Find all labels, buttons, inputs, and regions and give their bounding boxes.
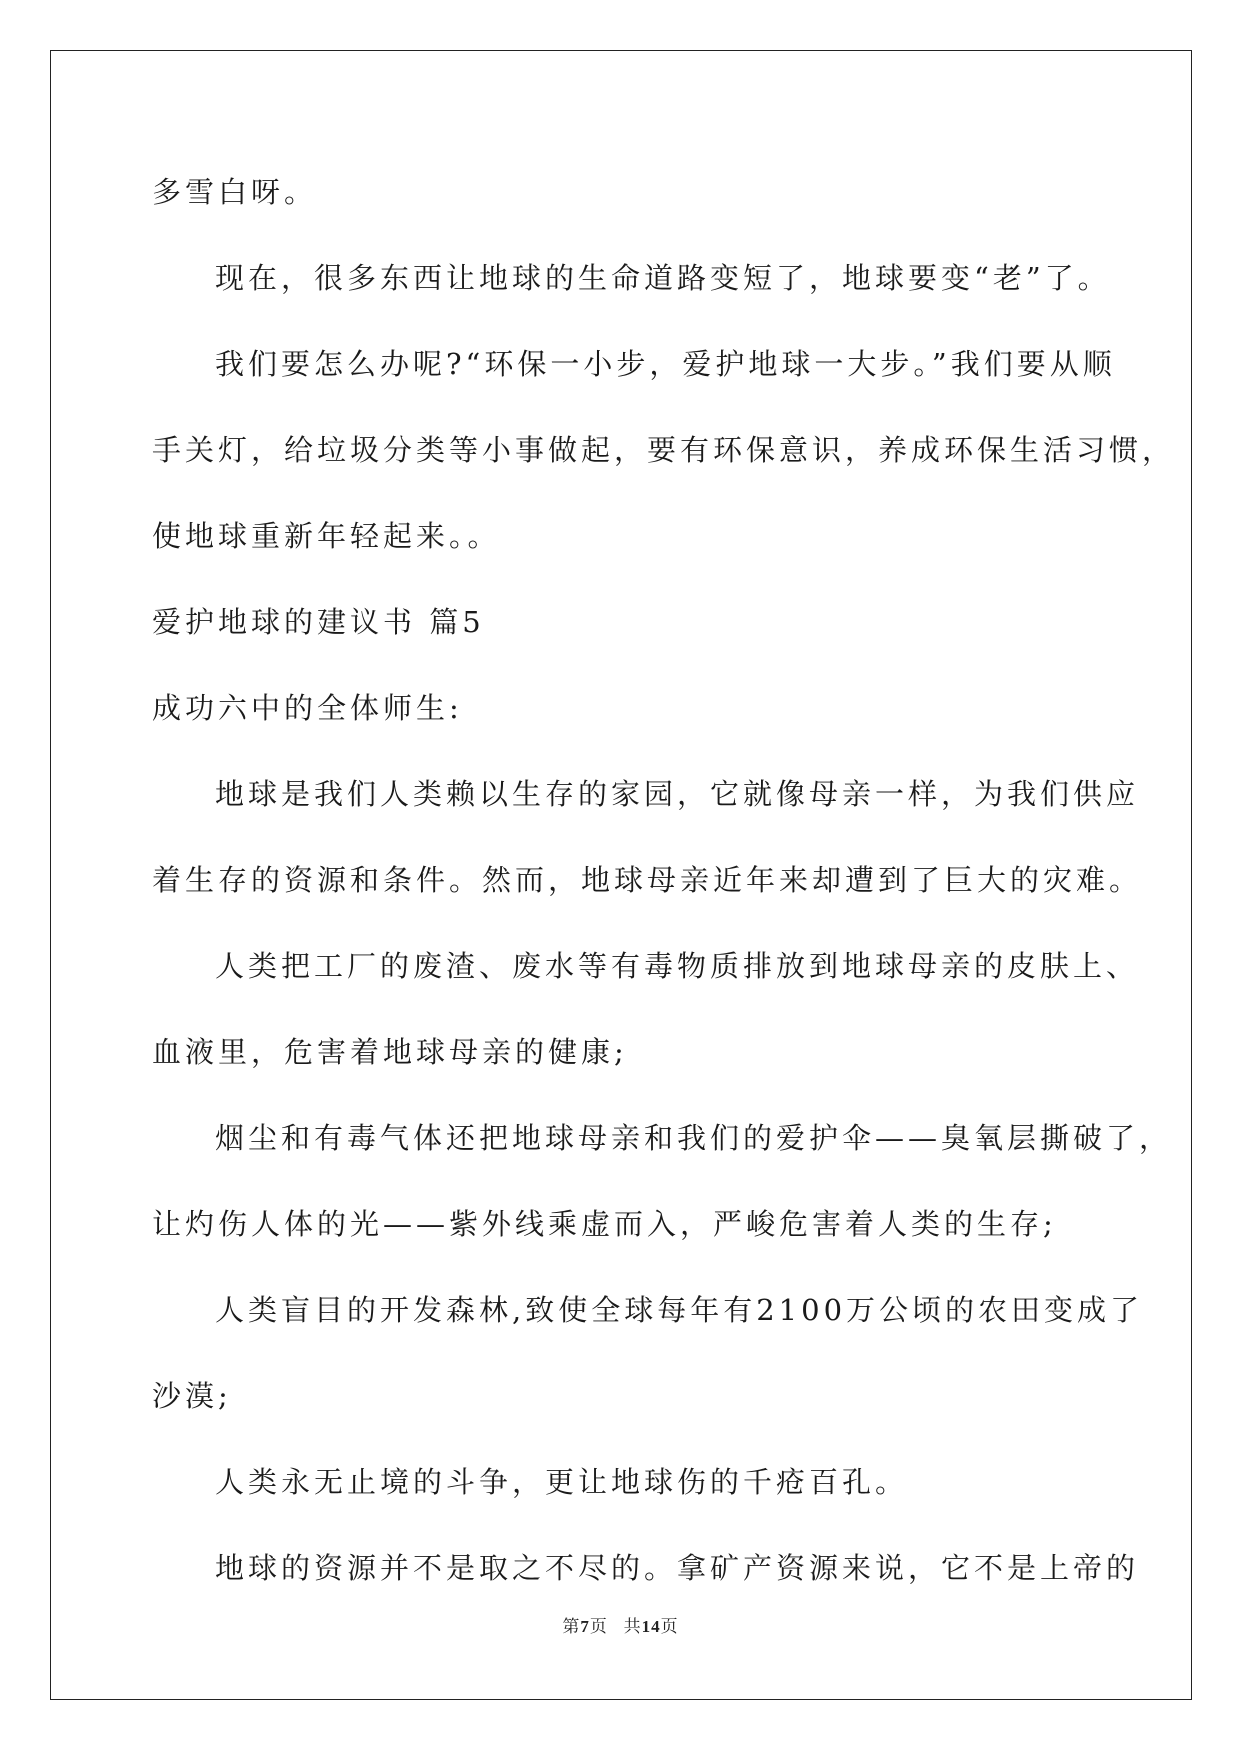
text-line: 让灼伤人体的光——紫外线乘虚而入，严峻危害着人类的生存; — [152, 1207, 1057, 1241]
text-line: 血液里，危害着地球母亲的健康; — [152, 1035, 628, 1069]
page-footer — [0, 1612, 1241, 1637]
total-page-count: 14 — [641, 1617, 661, 1636]
text-line: 人类盲目的开发森林,致使全球每年有2100万公顷的农田变成了 — [215, 1293, 1144, 1327]
footer-page-suffix: 页 — [589, 1617, 608, 1636]
text-line: 人类把工厂的废渣、废水等有毒物质排放到地球母亲的皮肤上、 — [215, 949, 1140, 983]
salutation: 成功六中的全体师生: — [152, 691, 463, 725]
current-page-number: 7 — [580, 1617, 590, 1636]
section-heading: 爱护地球的建议书 篇5 — [152, 605, 485, 639]
text-line: 地球的资源并不是取之不尽的。拿矿产资源来说，它不是上帝的 — [215, 1551, 1140, 1585]
footer-total-prefix: 共 — [623, 1617, 642, 1636]
document-body — [152, 162, 1176, 1624]
text-line: 地球是我们人类赖以生存的家园，它就像母亲一样，为我们供应 — [215, 777, 1140, 811]
text-line: 沙漠; — [152, 1379, 232, 1413]
text-line: 人类永无止境的斗争，更让地球伤的千疮百孔。 — [215, 1465, 909, 1499]
text-line: 现在，很多东西让地球的生命道路变短了，地球要变“老”了。 — [215, 261, 1111, 295]
text-line: 使地球重新年轻起来。。 — [152, 519, 501, 553]
text-line: 手关灯，给垃圾分类等小事做起，要有环保意识，养成环保生活习惯， — [152, 433, 1176, 467]
text-line: 多雪白呀。 — [152, 175, 318, 209]
text-line: 我们要怎么办呢?“环保一小步，爱护地球一大步。”我们要从顺 — [215, 347, 1116, 381]
footer-total-suffix: 页 — [660, 1617, 679, 1636]
text-line: 着生存的资源和条件。然而，地球母亲近年来却遭到了巨大的灾难。 — [152, 863, 1143, 897]
footer-prefix: 第 — [562, 1617, 581, 1636]
text-line: 烟尘和有毒气体还把地球母亲和我们的爱护伞——臭氧层撕破了， — [215, 1121, 1173, 1155]
